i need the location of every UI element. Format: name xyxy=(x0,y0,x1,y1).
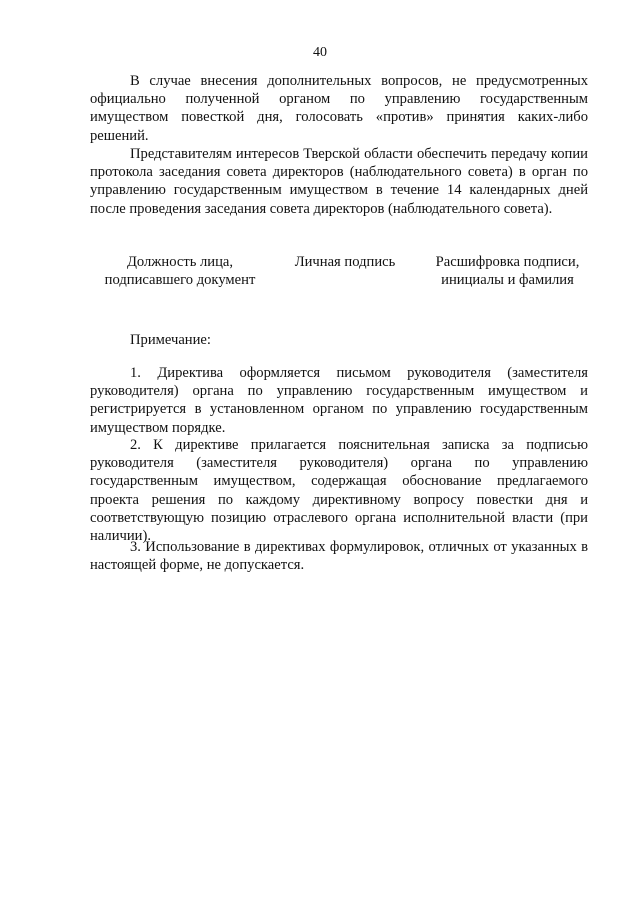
signature-decoding-line1: Расшифровка подписи, xyxy=(435,254,580,270)
paragraph-additional-questions: В случае внесения дополнительных вопросов, не предусмотренных официально полученной органом по управлению государственным имуществом повесткой дня, голосовать «против» принятия каких-либо решений. xyxy=(90,73,588,144)
signature-block xyxy=(90,253,590,293)
signature-position-line2: подписавшего документ xyxy=(104,272,256,289)
signature-decoding-line2: инициалы и фамилия xyxy=(441,272,574,289)
note-label: Примечание: xyxy=(130,332,211,348)
page-number: 40 xyxy=(313,45,327,60)
signature-personal-label xyxy=(285,253,405,271)
note-item: 1. Директива оформляется письмом руководителя (заместителя руководителя) органа по управлению государственным имуществом и регистрируется в установленном органом по управлению государственным имуществом порядке. xyxy=(90,365,588,436)
signature-personal-text: Личная подпись xyxy=(294,254,396,270)
signature-position-line1: Должность лица, xyxy=(126,254,234,270)
note-item: 2. К директиве прилагается пояснительная записка за подписью руководителя (заместителя руководителя) органа по управлению государственным имуществом, содержащая обоснование предлагаемого проекта решения по каждому директивному вопросу повестки дня и соответствующую позицию отраслевого органа исполнительной власти (при наличии). xyxy=(90,437,588,545)
note-item: 3. Использование в директивах формулировок, отличных от указанных в настоящей форме, не допускается. xyxy=(90,539,588,574)
paragraph-protocol-transfer: Представителям интересов Тверской области обеспечить передачу копии протокола заседания совета директоров (наблюдательного совета) в орган по управлению государственным имуществом в течение 14 календарных дней после проведения заседания совета директоров (наблюдательного совета). xyxy=(90,146,588,217)
signature-position-label xyxy=(90,253,270,289)
signature-decoding-label xyxy=(415,253,600,289)
